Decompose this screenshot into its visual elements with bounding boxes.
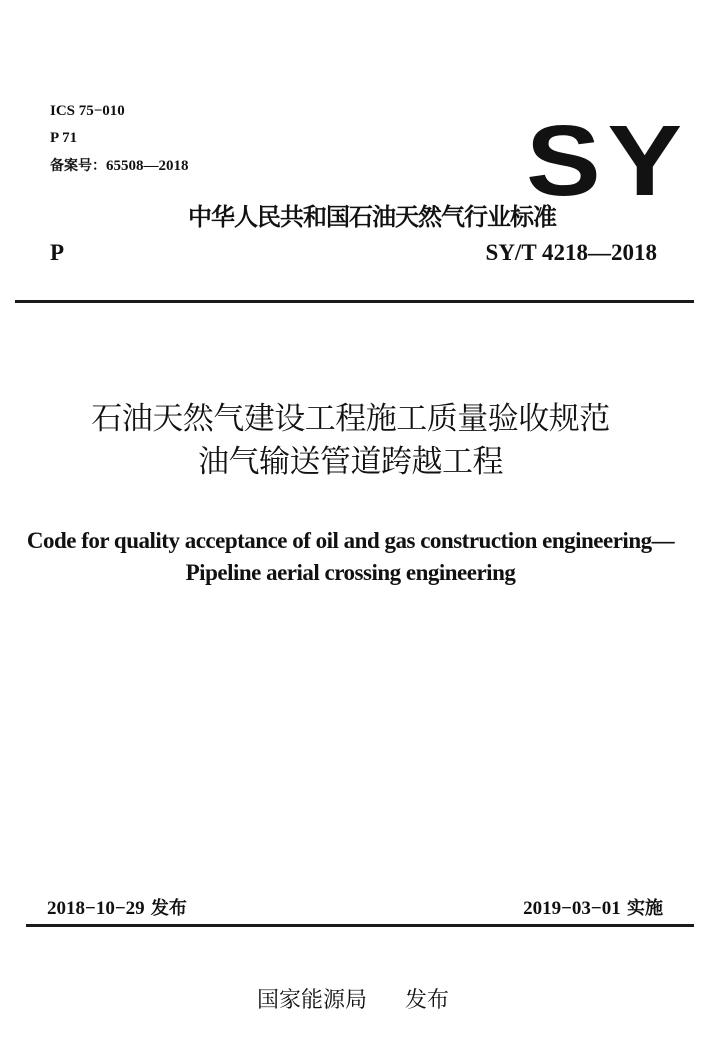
implement-label: 实施 <box>620 898 663 919</box>
implement-date-value: 2019−03−01 <box>523 898 621 919</box>
issuer-name: 国家能源局 <box>257 988 368 1013</box>
issue-label: 发布 <box>144 898 187 919</box>
issue-date-value: 2018−10−29 <box>47 898 145 919</box>
industry-standard-heading: 中华人民共和国石油天然气行业标准 <box>188 203 556 231</box>
bottom-divider <box>26 924 694 927</box>
title-en-line2: Pipeline aerial crossing engineering <box>185 560 516 585</box>
ics-code: ICS 75−010 <box>50 103 125 119</box>
record-number-value: 65508—2018 <box>106 158 189 174</box>
issuer-action: 发布 <box>405 988 450 1013</box>
record-number <box>50 157 189 175</box>
record-label: 备案号： <box>50 158 106 174</box>
sy-logo: SY <box>526 105 689 217</box>
class-letter: P <box>50 240 65 265</box>
standard-code: SY/T 4218—2018 <box>485 240 657 265</box>
classification-code: P 71 <box>50 130 78 146</box>
top-divider <box>15 300 694 303</box>
title-en-line1: Code for quality acceptance of oil and gas construction engineering— <box>26 528 675 553</box>
title-cn-line2: 油气输送管道跨越工程 <box>198 444 503 480</box>
implement-date <box>523 894 663 920</box>
issue-date <box>47 894 187 920</box>
title-cn-line1: 石油天然气建设工程施工质量验收规范 <box>91 401 610 437</box>
